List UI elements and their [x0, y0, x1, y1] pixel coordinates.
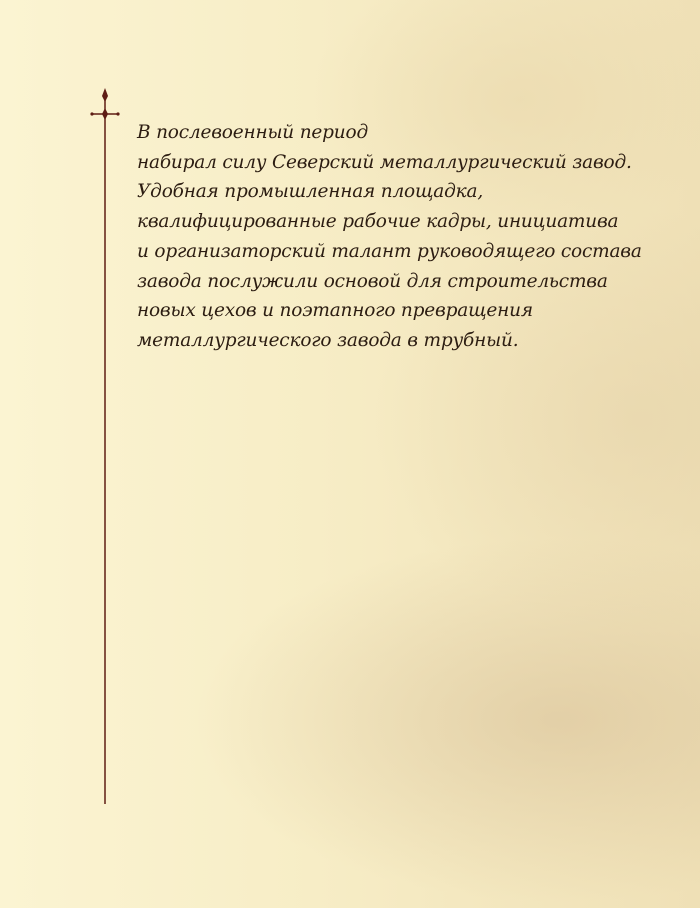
paragraph-line: новых цехов и поэтапного превращения: [137, 300, 533, 322]
paragraph-line: набирал силу Северский металлургический завод.: [137, 151, 632, 173]
paragraph-line: металлургического завода в трубный.: [137, 329, 519, 351]
body-paragraph: [137, 118, 677, 356]
paragraph-line: завода послужили основой для строительства: [137, 270, 608, 292]
paragraph-line: квалифицированные рабочие кадры, инициатива: [137, 211, 619, 233]
paragraph-line: В послевоенный период: [137, 122, 368, 143]
paragraph-line: Удобная промышленная площадка,: [137, 181, 484, 203]
decorative-sword-line-icon: [90, 88, 120, 808]
paragraph-line: и организаторский талант руководящего состава: [137, 240, 642, 262]
